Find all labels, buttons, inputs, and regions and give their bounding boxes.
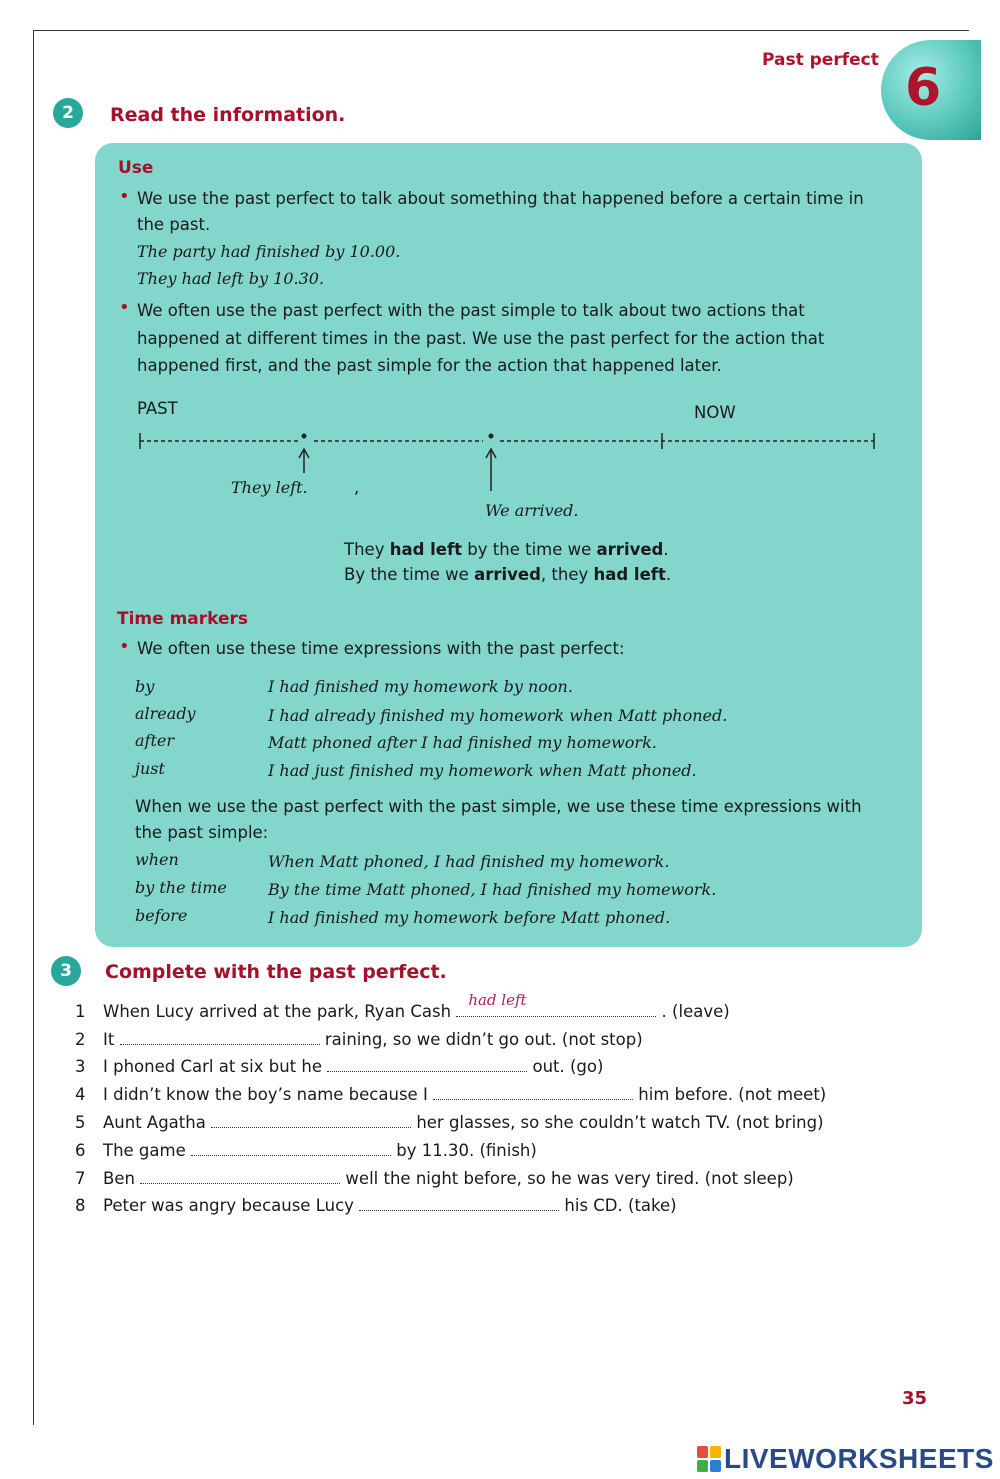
item-text-before: It bbox=[103, 1030, 120, 1049]
item-text-after: her glasses, so she couldn’t watch TV. (not bring) bbox=[411, 1113, 824, 1132]
timeline-past-label: PAST bbox=[137, 399, 178, 418]
item-text-before: Aunt Agatha bbox=[103, 1113, 212, 1132]
item-text-after: by 11.30. (finish) bbox=[391, 1141, 537, 1160]
answer-text: had left bbox=[468, 991, 527, 1009]
example-sentence-1 bbox=[344, 540, 669, 559]
timeline-comma: , bbox=[354, 478, 360, 497]
answer-blank[interactable] bbox=[456, 991, 656, 1017]
sentence-text: They bbox=[344, 540, 390, 559]
answer-blank[interactable] bbox=[191, 1142, 391, 1156]
logo-square bbox=[697, 1460, 708, 1472]
sentence-text: By the time we bbox=[344, 565, 475, 584]
timeline-event-we-arrived: We arrived. bbox=[485, 501, 579, 520]
bullet-icon: • bbox=[119, 636, 130, 657]
use-heading: Use bbox=[118, 158, 154, 178]
marker-word: before bbox=[135, 906, 188, 925]
answer-blank[interactable] bbox=[433, 1086, 633, 1100]
use-bullet2-line1: We often use the past perfect with the past simple to talk about two actions that bbox=[137, 301, 805, 320]
item-number: 4 bbox=[75, 1085, 86, 1104]
sentence-text: . bbox=[663, 540, 669, 559]
exercise-item-3 bbox=[75, 1057, 603, 1076]
sentence-bold: had left bbox=[593, 565, 666, 584]
marker-word: just bbox=[135, 759, 165, 778]
time-markers-para-line1: When we use the past perfect with the past simple, we use these time expressions with bbox=[135, 797, 862, 816]
use-bullet2-line3: happened first, and the past simple for the action that happened later. bbox=[137, 356, 722, 375]
unit-title: Past perfect bbox=[762, 50, 879, 70]
item-text-before: I phoned Carl at six but he bbox=[103, 1057, 328, 1076]
liveworksheets-logo[interactable] bbox=[697, 1443, 994, 1475]
item-text-after: well the night before, so he was very tired. (not sleep) bbox=[340, 1169, 794, 1188]
marker-word: already bbox=[135, 704, 196, 723]
logo-square bbox=[710, 1446, 721, 1458]
marker-word: after bbox=[135, 731, 175, 750]
exercise-item-7 bbox=[75, 1169, 794, 1188]
item-number: 2 bbox=[75, 1030, 86, 1049]
marker-example: By the time Matt phoned, I had finished my homework. bbox=[268, 880, 717, 899]
sentence-text: by the time we bbox=[462, 540, 597, 559]
section-3-number: 3 bbox=[51, 956, 81, 986]
item-number: 8 bbox=[75, 1196, 86, 1215]
item-number: 7 bbox=[75, 1169, 86, 1188]
item-text-after: . (leave) bbox=[656, 1002, 730, 1021]
section-2-number: 2 bbox=[53, 98, 83, 128]
item-text-before: When Lucy arrived at the park, Ryan Cash bbox=[103, 1002, 457, 1021]
item-text-after: his CD. (take) bbox=[559, 1196, 677, 1215]
item-number: 6 bbox=[75, 1141, 86, 1160]
marker-example: I had just finished my homework when Matt phoned. bbox=[268, 761, 697, 780]
marker-word: by the time bbox=[135, 878, 227, 897]
sentence-text: , they bbox=[540, 565, 594, 584]
use-example1: The party had finished by 10.00. bbox=[137, 242, 401, 261]
exercise-item-8 bbox=[75, 1196, 677, 1215]
exercise-item-1 bbox=[75, 991, 730, 1021]
sentence-text: . bbox=[665, 565, 672, 584]
answer-blank[interactable] bbox=[120, 1031, 320, 1045]
marker-example: I had finished my homework before Matt phoned. bbox=[268, 908, 671, 927]
exercise-item-6 bbox=[75, 1141, 537, 1160]
sentence-bold: arrived bbox=[596, 540, 664, 559]
item-number: 5 bbox=[75, 1113, 86, 1132]
timeline-point-we-arrived bbox=[489, 434, 494, 439]
answer-blank[interactable] bbox=[327, 1058, 527, 1072]
time-markers-heading: Time markers bbox=[117, 609, 249, 629]
item-text-after: out. (go) bbox=[527, 1057, 604, 1076]
item-text-before: Peter was angry because Lucy bbox=[103, 1196, 360, 1215]
timeline-now-label: NOW bbox=[694, 403, 736, 422]
logo-square bbox=[710, 1460, 721, 1472]
marker-word: by bbox=[135, 677, 155, 696]
bullet-icon: • bbox=[119, 297, 130, 318]
sentence-bold: arrived bbox=[474, 565, 541, 584]
item-number: 1 bbox=[75, 1002, 86, 1021]
section-3-title: Complete with the past perfect. bbox=[105, 961, 447, 983]
item-text-before: I didn’t know the boy’s name because I bbox=[103, 1085, 434, 1104]
use-bullet2-line2: happened at different times in the past. We use the past perfect for the action that bbox=[137, 329, 825, 348]
timeline-event-they-left: They left. bbox=[231, 478, 308, 497]
marker-example: I had already finished my homework when Matt phoned. bbox=[268, 706, 728, 725]
section-2-title: Read the information. bbox=[110, 104, 346, 126]
time-markers-intro: We often use these time expressions with the past perfect: bbox=[137, 639, 625, 658]
exercise-item-5 bbox=[75, 1113, 824, 1132]
item-text-after: raining, so we didn’t go out. (not stop) bbox=[319, 1030, 643, 1049]
liveworksheets-icon bbox=[697, 1446, 721, 1472]
item-text-after: him before. (not meet) bbox=[633, 1085, 827, 1104]
marker-example: Matt phoned after I had finished my homework. bbox=[268, 733, 657, 752]
answer-blank[interactable] bbox=[359, 1197, 559, 1211]
item-number: 3 bbox=[75, 1057, 86, 1076]
time-markers-para-line2: the past simple: bbox=[135, 823, 269, 842]
item-text-before: The game bbox=[103, 1141, 191, 1160]
item-text-before: Ben bbox=[103, 1169, 141, 1188]
marker-example: When Matt phoned, I had finished my homework. bbox=[268, 852, 670, 871]
answer-blank[interactable] bbox=[211, 1114, 411, 1128]
sentence-bold: had left bbox=[389, 540, 463, 559]
timeline-point-they-left bbox=[302, 434, 307, 439]
marker-word: when bbox=[135, 850, 179, 869]
use-bullet1-line1: We use the past perfect to talk about something that happened before a certain time in bbox=[137, 189, 864, 208]
page-number: 35 bbox=[902, 1388, 928, 1409]
bullet-icon: • bbox=[119, 186, 130, 207]
use-bullet1-line2: the past. bbox=[137, 215, 211, 234]
liveworksheets-wordmark: LIVEWORKSHEETS bbox=[724, 1443, 994, 1474]
logo-square bbox=[697, 1446, 708, 1458]
answer-blank[interactable] bbox=[140, 1170, 340, 1184]
exercise-item-2 bbox=[75, 1030, 643, 1049]
marker-example: I had finished my homework by noon. bbox=[268, 677, 573, 696]
unit-number: 6 bbox=[905, 58, 942, 118]
exercise-item-4 bbox=[75, 1085, 826, 1104]
use-example2: They had left by 10.30. bbox=[137, 269, 325, 288]
example-sentence-2 bbox=[344, 565, 671, 584]
